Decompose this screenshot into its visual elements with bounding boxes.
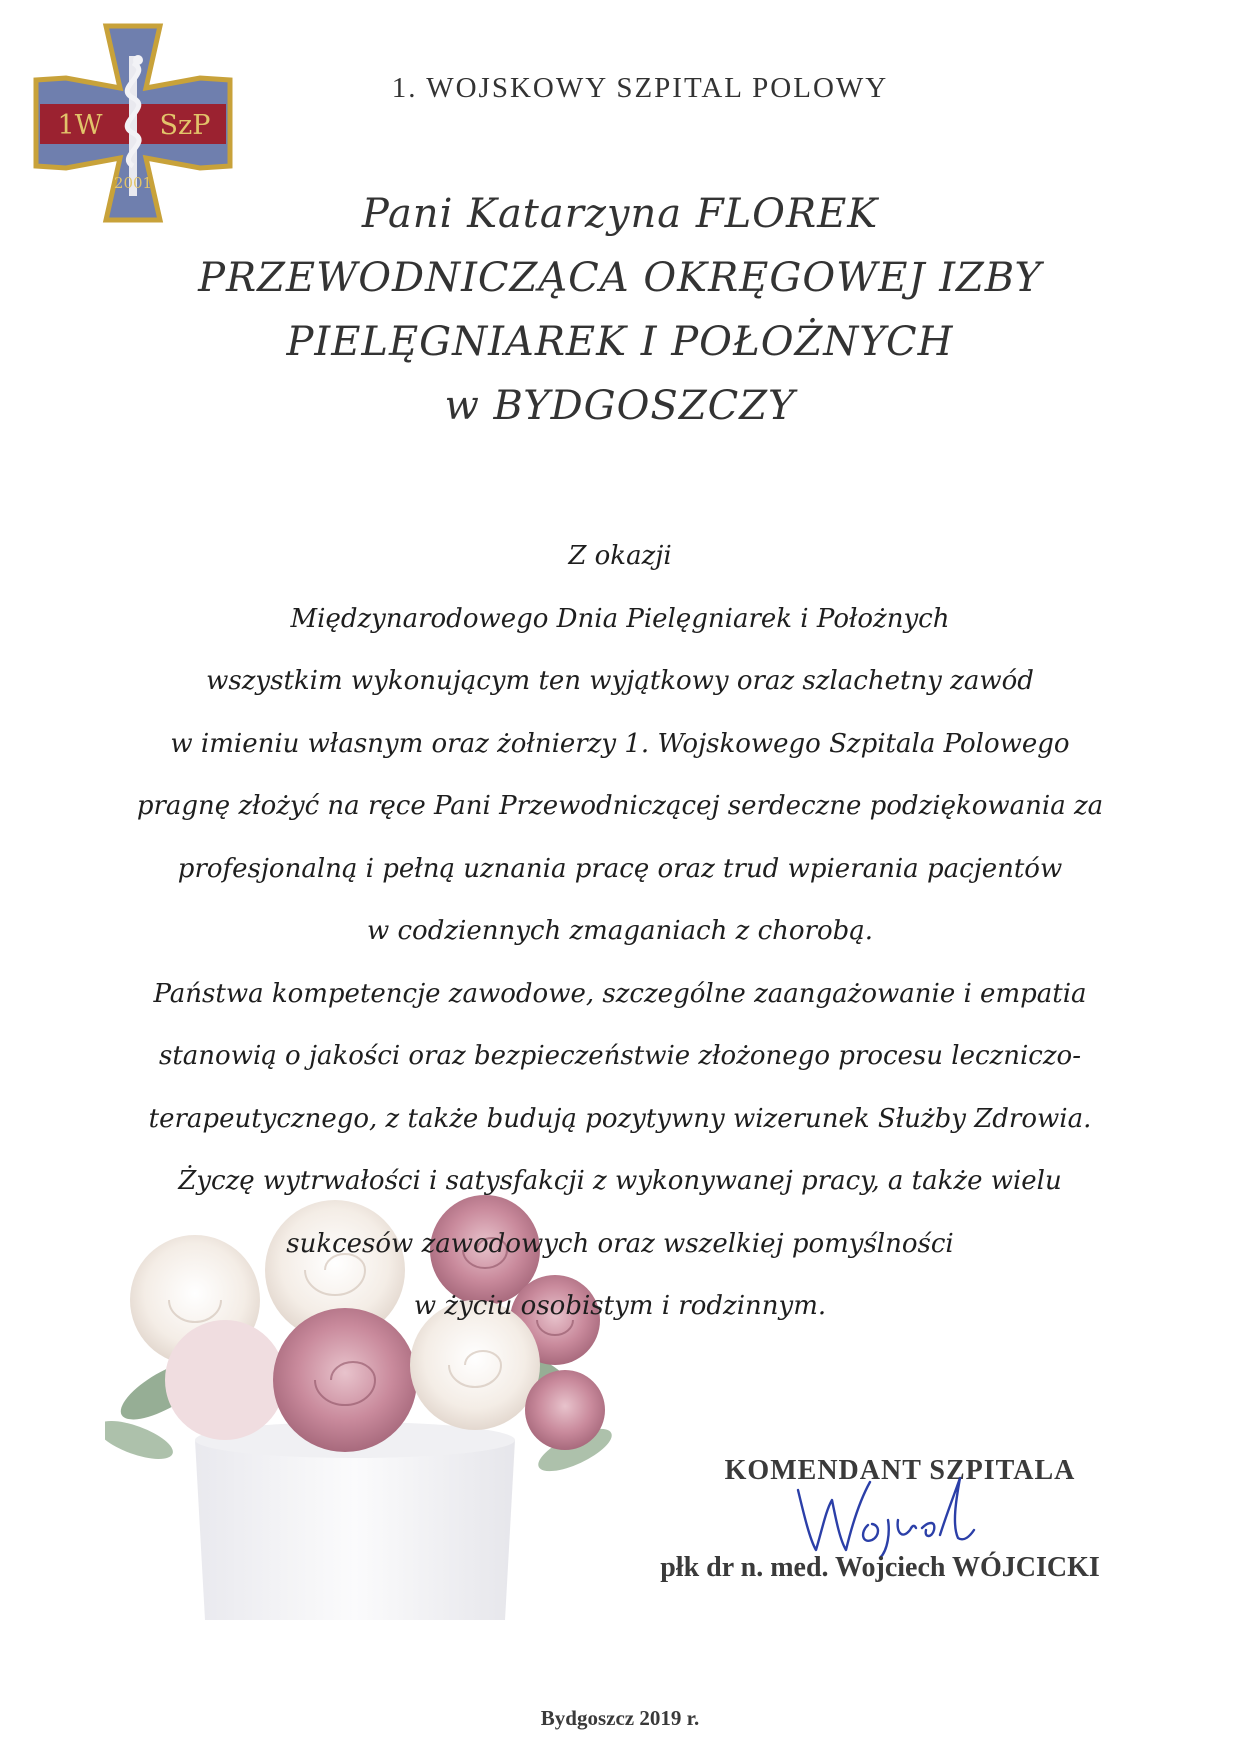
body-line: stanowią o jakości oraz bezpieczeństwie złożonego procesu leczniczo- bbox=[159, 1041, 1081, 1071]
handwritten-signature-icon bbox=[790, 1470, 980, 1560]
body-line: profesjonalną i pełną uznania pracę oraz trud wpierania pacjentów bbox=[177, 853, 1063, 884]
body-line: terapeutycznego, z także budują pozytywny wizerunek Służby Zdrowia. bbox=[148, 1103, 1092, 1134]
logo-left-text: 1W bbox=[57, 110, 103, 141]
body-line: pragnę złożyć na ręce Pani Przewodniczącej serdeczne podziękowania za bbox=[136, 791, 1104, 821]
logo-right-text: SzP bbox=[159, 110, 211, 141]
addressee-line: PIELĘGNIAREK I POŁOŻNYCH bbox=[286, 319, 954, 365]
commander-name: płk dr n. med. Wojciech WÓJCICKI bbox=[660, 1552, 1100, 1583]
body-line: sukcesów zawodowych oraz wszelkiej pomyślności bbox=[286, 1228, 954, 1259]
body-line: Państwa kompetencje zawodowe, szczególne zaangażowanie i empatia bbox=[153, 978, 1087, 1009]
addressee-line: Pani Katarzyna FLOREK bbox=[361, 191, 879, 237]
body-line: Z okazji bbox=[568, 541, 672, 571]
commander-title: KOMENDANT SZPITALA bbox=[724, 1455, 1076, 1486]
addressee-line: w BYDGOSZCZY bbox=[444, 383, 796, 429]
place-and-date: Bydgoszcz 2019 r. bbox=[540, 1706, 700, 1730]
body-line: Międzynarodowego Dnia Pielęgniarek i Położnych bbox=[290, 603, 950, 634]
institution-name: 1. WOJSKOWY SZPITAL POLOWY bbox=[391, 72, 889, 104]
addressee-line: PRZEWODNICZĄCA OKRĘGOWEJ IZBY bbox=[198, 255, 1042, 301]
body-line: w imieniu własnym oraz żołnierzy 1. Wojskowego Szpitala Polowego bbox=[170, 728, 1070, 759]
logo-year: 2001 bbox=[113, 174, 153, 192]
letter-body bbox=[110, 525, 1130, 1338]
body-line: w codziennych zmaganiach z chorobą. bbox=[366, 916, 874, 946]
addressee-block bbox=[120, 182, 1120, 438]
body-line: w życiu osobistym i rodzinnym. bbox=[413, 1291, 827, 1321]
body-line: Życzę wytrwałości i satysfakcji z wykonywanej pracy, a także wielu bbox=[178, 1166, 1062, 1196]
body-line: wszystkim wykonującym ten wyjątkowy oraz szlachetny zawód bbox=[206, 666, 1034, 696]
